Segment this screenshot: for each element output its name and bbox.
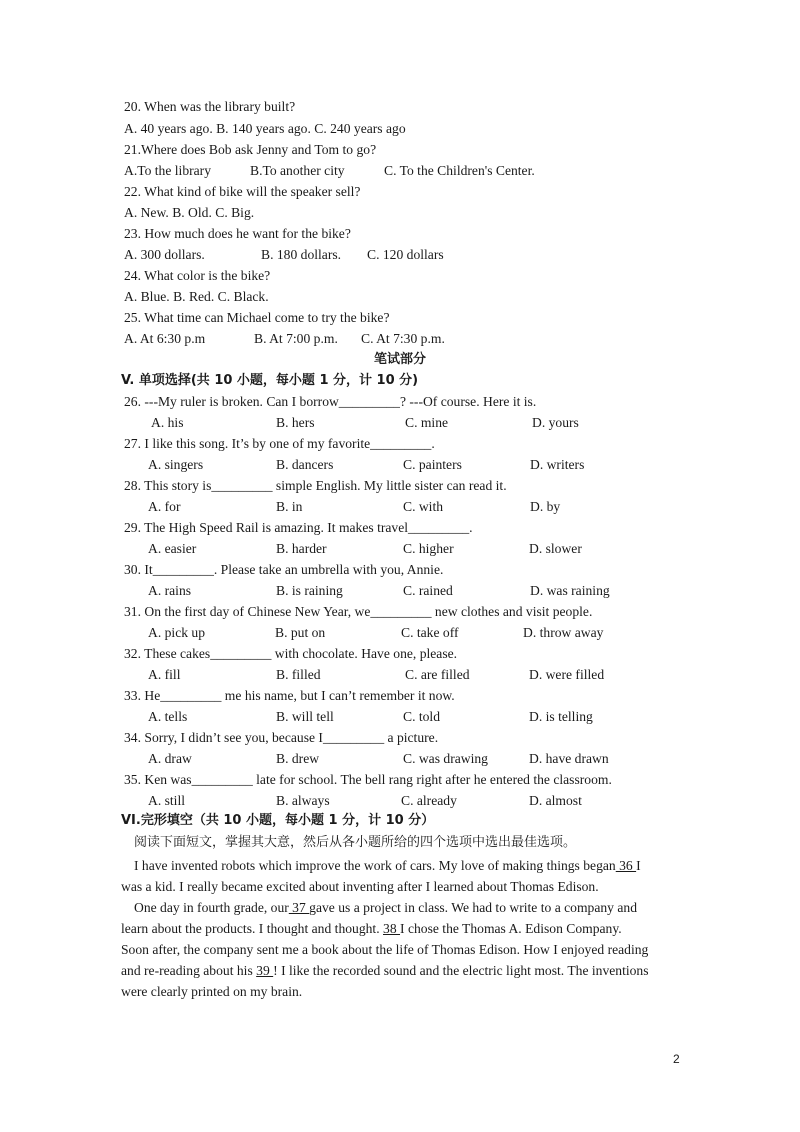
mc-question-27: 27. I like this song. It’s by one of my favorite_________. bbox=[124, 436, 435, 451]
mc-question-31-option-b: B. put on bbox=[275, 625, 326, 640]
passage-text: I have invented robots which improve the work of cars. My love of making things began bbox=[134, 858, 616, 873]
question-20-options: A. 40 years ago. B. 140 years ago. C. 240 years ago bbox=[124, 121, 406, 136]
mc-question-30-option-d: D. was raining bbox=[530, 583, 610, 598]
question-25-option-a: A. At 6:30 p.m bbox=[124, 331, 206, 346]
mc-question-32-option-a: A. fill bbox=[148, 667, 181, 682]
mc-question-28-option-d: D. by bbox=[530, 499, 561, 514]
mc-question-35-option-d: D. almost bbox=[529, 793, 582, 808]
passage-line bbox=[121, 855, 681, 876]
mc-question-33-option-d: D. is telling bbox=[529, 709, 593, 724]
passage-line bbox=[121, 981, 681, 1002]
passage-line bbox=[121, 897, 681, 918]
passage-text: One day in fourth grade, our bbox=[134, 900, 289, 915]
passage-text: was a kid. I really became excited about inventing after I learned about Thomas Edison. bbox=[121, 879, 599, 894]
passage-text: I chose the Thomas A. Edison Company. bbox=[400, 921, 622, 936]
mc-question-31-option-d: D. throw away bbox=[523, 625, 604, 640]
mc-question-29-option-a: A. easier bbox=[148, 541, 197, 556]
passage-text: Soon after, the company sent me a book about the life of Thomas Edison. How I enjoyed reading bbox=[121, 942, 649, 957]
passage-text: learn about the products. I thought and thought. bbox=[121, 921, 380, 936]
mc-question-35-option-b: B. always bbox=[276, 793, 330, 808]
mc-question-30: 30. It_________. Please take an umbrella with you, Annie. bbox=[124, 562, 444, 577]
question-21-option-a: A.To the library bbox=[124, 163, 212, 178]
passage-line bbox=[121, 939, 681, 960]
mc-question-31-option-c: C. take off bbox=[401, 625, 459, 640]
mc-question-34-option-c: C. was drawing bbox=[403, 751, 488, 766]
blank-37: 37 bbox=[288, 900, 310, 915]
mc-question-34: 34. Sorry, I didn’t see you, because I_________ a picture. bbox=[124, 730, 439, 745]
mc-question-27-option-b: B. dancers bbox=[276, 457, 334, 472]
mc-question-34-option-b: B. drew bbox=[276, 751, 320, 766]
question-21-option-b: B.To another city bbox=[250, 163, 345, 178]
mc-question-33-option-a: A. tells bbox=[148, 709, 188, 724]
question-23-option-a: A. 300 dollars. bbox=[124, 247, 205, 262]
mc-question-33-option-b: B. will tell bbox=[276, 709, 334, 724]
section-6-heading: VI.完形填空（共 10 小题，每小题 1 分，计 10 分） bbox=[121, 813, 435, 828]
mc-question-28: 28. This story is_________ simple English. My little sister can read it. bbox=[124, 478, 507, 493]
question-20: 20. When was the library built? bbox=[124, 99, 296, 114]
question-22-options: A. New. B. Old. C. Big. bbox=[124, 205, 255, 220]
page-number: 2 bbox=[673, 1052, 680, 1066]
section-6-instruction: 阅读下面短文，掌握其大意，然后从各小题所给的四个选项中选出最佳选项。 bbox=[134, 835, 577, 850]
written-part-title: 笔试部分 bbox=[373, 352, 426, 367]
mc-question-29-option-c: C. higher bbox=[403, 541, 454, 556]
section-5-heading: V. 单项选择(共 10 小题，每小题 1 分，计 10 分) bbox=[121, 373, 419, 388]
mc-question-26: 26. ---My ruler is broken. Can I borrow_________? ---Of course. Here it is. bbox=[124, 394, 537, 409]
mc-question-31: 31. On the first day of Chinese New Year, we_________ new clothes and visit people. bbox=[124, 604, 593, 619]
mc-question-31-option-a: A. pick up bbox=[148, 625, 206, 640]
mc-question-30-option-a: A. rains bbox=[148, 583, 192, 598]
question-23-option-b: B. 180 dollars. bbox=[261, 247, 342, 262]
mc-question-27-option-c: C. painters bbox=[403, 457, 462, 472]
passage-text: ! I like the recorded sound and the electric light most. The inventions bbox=[273, 963, 649, 978]
question-24: 24. What color is the bike? bbox=[124, 268, 271, 283]
question-22: 22. What kind of bike will the speaker sell? bbox=[124, 184, 361, 199]
passage-line bbox=[121, 918, 681, 939]
mc-question-35: 35. Ken was_________ late for school. The bell rang right after he entered the classroom. bbox=[124, 772, 612, 787]
passage-line bbox=[121, 876, 681, 897]
mc-question-34-option-d: D. have drawn bbox=[529, 751, 609, 766]
mc-question-32-option-b: B. filled bbox=[276, 667, 321, 682]
blank-39: 39 bbox=[256, 963, 274, 978]
passage-text: and re-reading about his bbox=[121, 963, 253, 978]
mc-question-28-option-c: C. with bbox=[403, 499, 444, 514]
question-21-option-c: C. To the Children's Center. bbox=[384, 163, 535, 178]
mc-question-28-option-b: B. in bbox=[276, 499, 303, 514]
passage-text: gave us a project in class. We had to write to a company and bbox=[309, 900, 637, 915]
mc-question-27-option-a: A. singers bbox=[148, 457, 204, 472]
mc-question-26-option-c: C. mine bbox=[405, 415, 449, 430]
mc-question-35-option-a: A. still bbox=[148, 793, 186, 808]
question-24-options: A. Blue. B. Red. C. Black. bbox=[124, 289, 269, 304]
question-25-option-c: C. At 7:30 p.m. bbox=[361, 331, 445, 346]
mc-question-34-option-a: A. draw bbox=[148, 751, 192, 766]
mc-question-27-option-d: D. writers bbox=[530, 457, 585, 472]
mc-question-33-option-c: C. told bbox=[403, 709, 441, 724]
mc-question-29-option-b: B. harder bbox=[276, 541, 327, 556]
mc-question-32-option-d: D. were filled bbox=[529, 667, 605, 682]
mc-question-26-option-a: A. his bbox=[151, 415, 184, 430]
mc-question-32: 32. These cakes_________ with chocolate. Have one, please. bbox=[124, 646, 458, 661]
cloze-passage bbox=[121, 855, 681, 1002]
blank-36: 36 bbox=[615, 858, 637, 873]
mc-question-35-option-c: C. already bbox=[401, 793, 457, 808]
question-25-option-b: B. At 7:00 p.m. bbox=[254, 331, 338, 346]
mc-question-29: 29. The High Speed Rail is amazing. It makes travel_________. bbox=[124, 520, 473, 535]
passage-line bbox=[121, 960, 681, 981]
question-25: 25. What time can Michael come to try the bike? bbox=[124, 310, 390, 325]
mc-question-30-option-b: B. is raining bbox=[276, 583, 343, 598]
passage-text: I bbox=[636, 858, 641, 873]
question-23-option-c: C. 120 dollars bbox=[367, 247, 444, 262]
mc-question-30-option-c: C. rained bbox=[403, 583, 453, 598]
mc-question-28-option-a: A. for bbox=[148, 499, 181, 514]
mc-question-26-option-b: B. hers bbox=[276, 415, 315, 430]
question-21: 21.Where does Bob ask Jenny and Tom to go? bbox=[124, 142, 377, 157]
mc-question-29-option-d: D. slower bbox=[529, 541, 582, 556]
mc-question-33: 33. He_________ me his name, but I can’t remember it now. bbox=[124, 688, 455, 703]
mc-question-32-option-c: C. are filled bbox=[405, 667, 470, 682]
blank-38: 38 bbox=[383, 921, 401, 936]
question-23: 23. How much does he want for the bike? bbox=[124, 226, 351, 241]
passage-text: were clearly printed on my brain. bbox=[121, 984, 303, 999]
mc-question-26-option-d: D. yours bbox=[532, 415, 579, 430]
